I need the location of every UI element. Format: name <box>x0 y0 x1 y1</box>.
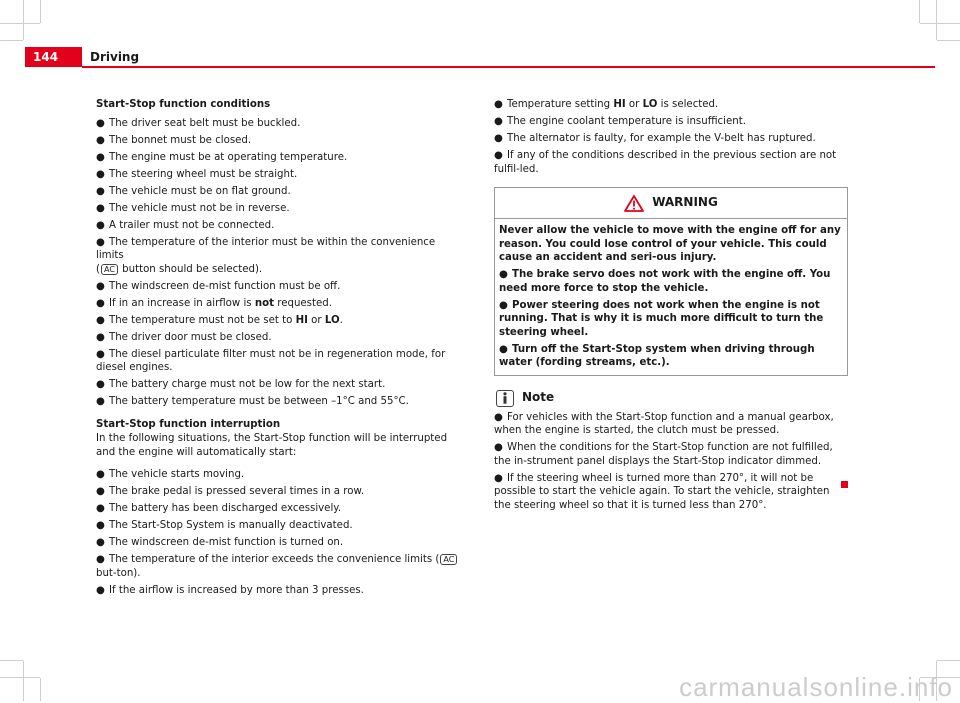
list-item: ● The vehicle must not be in reverse. <box>96 202 290 214</box>
bullet-icon: ● <box>499 269 508 280</box>
crop-mark <box>919 0 920 23</box>
info-icon <box>496 390 514 407</box>
list-item: ● The alternator is faulty, for example the V-belt has ruptured. <box>494 133 816 144</box>
list-item: ● A trailer must not be connected. <box>96 219 275 231</box>
bullet-icon: ● <box>96 168 105 180</box>
crop-mark <box>0 660 23 661</box>
bullet-icon: ● <box>96 554 105 565</box>
bullet-icon: ● <box>96 348 105 360</box>
bullet-icon: ● <box>494 411 503 423</box>
list-item: ● The temperature of the interior must be within the convenience limits ( AC button should be selected). <box>96 236 436 275</box>
crop-mark <box>40 0 41 23</box>
page-title: Driving <box>90 50 140 64</box>
note-title: Note <box>522 390 555 405</box>
bullet-icon: ● <box>494 133 503 144</box>
page-number: 144 <box>25 47 82 67</box>
list-item: ● The brake servo does not work with the engine off. You need more force to stop the vehicle. <box>499 269 831 294</box>
list-item: ● If in an increase in airflow is not requested. <box>96 297 332 309</box>
bullet-icon: ● <box>96 503 105 514</box>
bullet-icon: ● <box>494 150 503 161</box>
bullet-icon: ● <box>96 584 105 596</box>
crop-mark <box>936 0 937 40</box>
warning-intro: Never allow the vehicle to move with the engine off for any reason. You could lose control of your vehicle. This could cause an accident and seri-ous injury. <box>499 225 841 263</box>
bullet-icon: ● <box>96 134 105 146</box>
list-item: ● The vehicle must be on flat ground. <box>96 185 291 197</box>
list-item: ● The diesel particulate filter must not be in regeneration mode, for diesel engines. <box>96 348 446 373</box>
warning-title: WARNING <box>652 195 718 210</box>
list-item: ● The vehicle starts moving. <box>96 469 245 480</box>
list-item: ● For vehicles with the Start-Stop function and a manual gearbox, when the engine is started, the clutch must be pressed. <box>494 411 834 436</box>
note-header <box>494 390 848 407</box>
bullet-icon: ● <box>96 117 105 129</box>
interruption-intro: In the following situations, the Start-Stop function will be interrupted and the engine will automatically start: <box>96 433 448 458</box>
crop-mark <box>920 23 960 24</box>
list-item: ● The brake pedal is pressed several times in a row. <box>96 486 365 497</box>
list-item: ● Power steering does not work when the engine is not running. That is why it is much more difficult to turn the steering wheel. <box>499 299 824 338</box>
warning-body <box>495 219 847 375</box>
list-item: ● The steering wheel must be straight. <box>96 168 298 180</box>
list-item: ● Temperature setting HI or LO is selected. <box>494 99 719 110</box>
interruption-heading: Start-Stop function interruption <box>96 418 281 430</box>
bullet-icon: ● <box>96 331 105 343</box>
ac-key-icon: AC <box>440 554 457 565</box>
crop-mark <box>0 40 23 41</box>
list-item: ● The windscreen de-mist function must be off. <box>96 280 341 292</box>
warning-box <box>494 187 848 376</box>
bullet-icon: ● <box>96 151 105 163</box>
bullet-icon: ● <box>96 280 105 292</box>
crop-mark <box>0 23 40 24</box>
bullet-icon: ● <box>494 99 503 110</box>
bullet-icon: ● <box>96 469 105 480</box>
left-column <box>96 98 464 601</box>
bullet-icon: ● <box>494 442 503 453</box>
list-item: ● The engine must be at operating temperature. <box>96 151 348 163</box>
bullet-icon: ● <box>499 343 508 355</box>
header-divider <box>82 66 935 68</box>
bullet-icon: ● <box>96 520 105 531</box>
list-item: ● The temperature must not be set to HI or LO. <box>96 314 343 326</box>
end-of-section-marker <box>841 481 848 488</box>
crop-mark <box>937 660 960 661</box>
list-item: ● If the airflow is increased by more than 3 presses. <box>96 584 364 596</box>
bullet-icon: ● <box>494 116 503 127</box>
list-item: ● The battery temperature must be between –1°C and 55°C. <box>96 396 409 407</box>
bullet-icon: ● <box>96 297 105 309</box>
bullet-icon: ● <box>96 486 105 497</box>
list-item: ● The battery charge must not be low for the next start. <box>96 379 386 390</box>
list-item: ● The battery has been discharged excessively. <box>96 503 342 514</box>
list-item: ● The windscreen de-mist function is turned on. <box>96 537 344 548</box>
ac-key-icon: AC <box>101 264 118 275</box>
bullet-icon: ● <box>96 396 105 407</box>
right-column <box>494 98 848 516</box>
bullet-icon: ● <box>494 472 503 484</box>
list-item: ● The driver door must be closed. <box>96 331 272 343</box>
list-item: ● If any of the conditions described in the previous section are not fulfil-led. <box>494 150 837 175</box>
bullet-icon: ● <box>96 202 105 214</box>
list-item: ● The bonnet must be closed. <box>96 134 252 146</box>
list-item: ● Turn off the Start-Stop system when driving through water (fording streams, etc.). <box>499 343 815 368</box>
list-item: ● The driver seat belt must be buckled. <box>96 117 301 129</box>
warning-header <box>495 188 847 219</box>
list-item: ● The engine coolant temperature is insufficient. <box>494 116 746 127</box>
bullet-icon: ● <box>96 537 105 548</box>
warning-triangle-icon <box>624 195 644 212</box>
list-item: ● When the conditions for the Start-Stop function are not fulfilled, the in-strument panel displays the Start-Stop indicator dimmed. <box>494 442 833 467</box>
crop-mark <box>23 661 24 701</box>
bullet-icon: ● <box>96 219 105 231</box>
bullet-icon: ● <box>96 314 105 326</box>
crop-mark <box>23 0 24 40</box>
bullet-icon: ● <box>96 379 105 390</box>
list-item: ● The Start-Stop System is manually deactivated. <box>96 520 353 531</box>
crop-mark <box>0 677 40 678</box>
bullet-icon: ● <box>96 185 105 197</box>
bullet-icon: ● <box>499 299 508 311</box>
crop-mark <box>40 678 41 701</box>
conditions-heading: Start-Stop function conditions <box>96 99 271 110</box>
crop-mark <box>937 40 960 41</box>
list-item: ● The temperature of the interior exceeds the convenience limits ( AC but-ton). <box>96 553 464 580</box>
list-item: ● If the steering wheel is turned more than 270°, it will not be possible to start the vehicle again. To start the vehicle, straighten the steering wheel so that it is turned less than 270°. <box>494 472 830 511</box>
bullet-icon: ● <box>96 236 105 248</box>
watermark: carmanualsonline.info <box>679 672 953 702</box>
